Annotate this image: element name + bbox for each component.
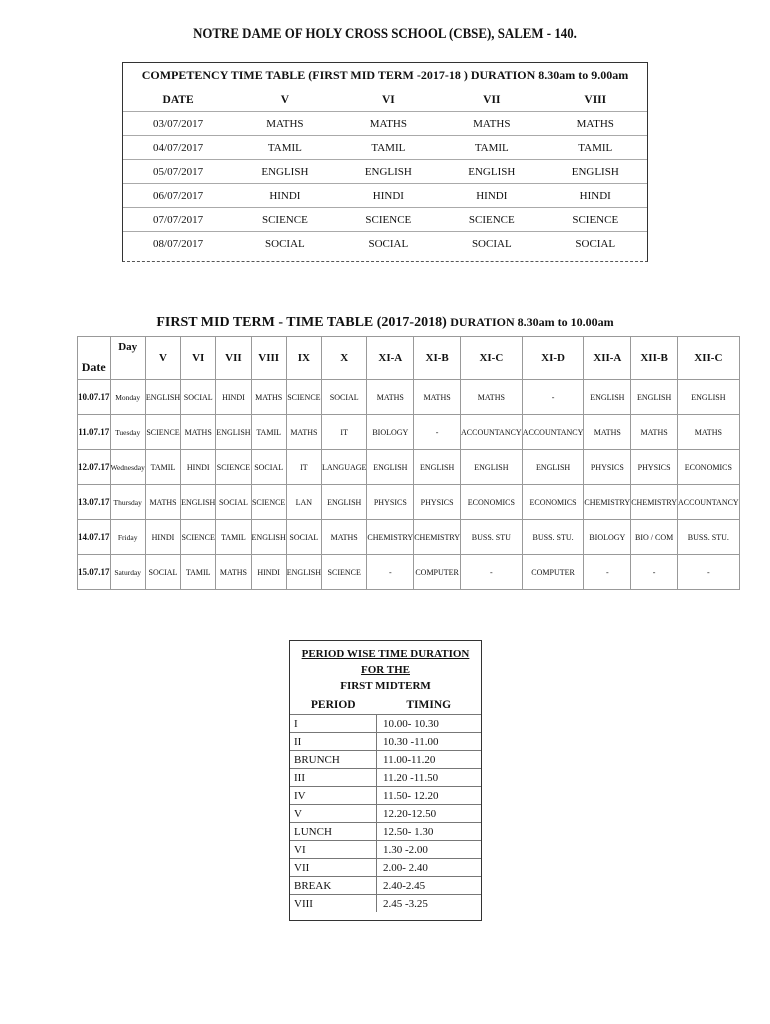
- competency-cell: 05/07/2017: [123, 160, 233, 184]
- first-mid-term-cell: SCIENCE: [181, 520, 216, 555]
- competency-row: [123, 184, 647, 208]
- competency-cell: HINDI: [233, 184, 336, 208]
- first-mid-term-header-cell: Date: [78, 337, 111, 380]
- first-mid-term-cell: MATHS: [145, 485, 180, 520]
- competency-header-row: [123, 89, 647, 112]
- first-mid-term-cell: SOCIAL: [286, 520, 321, 555]
- first-mid-term-row: [78, 520, 740, 555]
- competency-cell: 06/07/2017: [123, 184, 233, 208]
- first-mid-term-cell: MATHS: [321, 520, 366, 555]
- first-mid-term-cell: -: [414, 415, 461, 450]
- first-mid-term-cell: TAMIL: [251, 415, 286, 450]
- competency-cell: ENGLISH: [233, 160, 336, 184]
- competency-cell: ENGLISH: [440, 160, 543, 184]
- first-mid-term-cell: ENGLISH: [181, 485, 216, 520]
- first-mid-term-cell: ECONOMICS: [678, 450, 740, 485]
- first-mid-term-header-cell: VII: [216, 337, 251, 380]
- first-mid-term-header-cell: Day: [110, 337, 145, 380]
- first-mid-term-cell: IT: [321, 415, 366, 450]
- period-name-cell: LUNCH: [290, 823, 377, 841]
- first-mid-term-cell: ACCOUNTANCY: [678, 485, 740, 520]
- first-mid-term-row: [78, 555, 740, 590]
- first-mid-term-cell: MATHS: [414, 380, 461, 415]
- period-table-body: [290, 715, 481, 913]
- first-mid-term-title-main: FIRST MID TERM - TIME TABLE (2017-2018): [156, 315, 447, 330]
- first-mid-term-cell: PHYSICS: [631, 450, 678, 485]
- first-mid-term-cell: MATHS: [631, 415, 678, 450]
- first-mid-term-cell: -: [461, 555, 523, 590]
- first-mid-term-cell: LAN: [286, 485, 321, 520]
- first-mid-term-cell: TAMIL: [216, 520, 251, 555]
- period-row: [290, 877, 481, 895]
- first-mid-term-header-cell: V: [145, 337, 180, 380]
- first-mid-term-cell: 13.07.17: [78, 485, 111, 520]
- competency-cell: SOCIAL: [368, 237, 409, 250]
- competency-row: [123, 112, 647, 136]
- first-mid-term-cell: TAMIL: [181, 555, 216, 590]
- period-timing-cell: 1.30 -2.00: [377, 841, 482, 859]
- first-mid-term-cell: SOCIAL: [181, 380, 216, 415]
- first-mid-term-cell: MATHS: [461, 380, 523, 415]
- period-table: [290, 695, 481, 912]
- first-mid-term-cell: ENGLISH: [216, 415, 251, 450]
- first-mid-term-cell: ENGLISH: [522, 450, 584, 485]
- first-mid-term-cell: BIOLOGY: [367, 415, 414, 450]
- period-timing-cell: 10.30 -11.00: [377, 733, 482, 751]
- competency-caption: COMPETENCY TIME TABLE (FIRST MID TERM -2017-18 ) DURATION 8.30am to 9.00am: [141, 68, 629, 82]
- competency-row: [123, 160, 647, 184]
- first-mid-term-cell: MATHS: [678, 415, 740, 450]
- first-mid-term-cell: ENGLISH: [414, 450, 461, 485]
- competency-header-cell: V: [233, 89, 336, 112]
- first-mid-term-cell: MATHS: [286, 415, 321, 450]
- competency-cell: ENGLISH: [544, 160, 647, 184]
- competency-cell: TAMIL: [337, 136, 440, 160]
- first-mid-term-cell: 12.07.17: [78, 450, 111, 485]
- first-mid-term-cell: SCIENCE: [145, 415, 180, 450]
- period-timing-cell: 12.20-12.50: [377, 805, 482, 823]
- period-caption-line1: PERIOD WISE TIME DURATION FOR THE: [301, 648, 470, 676]
- first-mid-term-cell: HINDI: [145, 520, 180, 555]
- first-mid-term-cell: ENGLISH: [584, 380, 631, 415]
- first-mid-term-cell: ECONOMICS: [522, 485, 584, 520]
- first-mid-term-cell: ENGLISH: [461, 450, 523, 485]
- first-mid-term-header-cell: XII-C: [678, 337, 740, 380]
- period-timing-box: [289, 640, 482, 921]
- first-mid-term-row: [78, 380, 740, 415]
- competency-cell: SCIENCE: [440, 208, 543, 232]
- first-mid-term-cell: ACCOUNTANCY: [522, 415, 584, 450]
- competency-header-cell: VI: [337, 89, 440, 112]
- period-name-cell: VI: [290, 841, 377, 859]
- first-mid-term-cell: Thursday: [110, 485, 145, 520]
- first-mid-term-cell: COMPUTER: [414, 555, 461, 590]
- first-mid-term-cell: 15.07.17: [78, 555, 111, 590]
- first-mid-term-cell: SOCIAL: [216, 485, 251, 520]
- first-mid-term-cell: ENGLISH: [145, 380, 180, 415]
- first-mid-term-cell: Monday: [110, 380, 145, 415]
- first-mid-term-header-cell: XI-B: [414, 337, 461, 380]
- first-mid-term-cell: BUSS. STU: [461, 520, 523, 555]
- period-header-row: [290, 695, 481, 715]
- competency-row: [123, 136, 647, 160]
- competency-header-cell: DATE: [123, 89, 233, 112]
- first-mid-term-cell: CHEMISTRY: [584, 485, 631, 520]
- first-mid-term-cell: MATHS: [181, 415, 216, 450]
- first-mid-term-cell: MATHS: [251, 380, 286, 415]
- period-name-cell: I: [290, 715, 377, 733]
- period-timing-cell: 11.00-11.20: [377, 751, 482, 769]
- first-mid-term-cell: SCIENCE: [286, 380, 321, 415]
- competency-cell: ENGLISH: [337, 160, 440, 184]
- competency-timetable: [122, 62, 648, 262]
- first-mid-term-cell: MATHS: [216, 555, 251, 590]
- first-mid-term-header-cell: VI: [181, 337, 216, 380]
- first-mid-term-cell: ENGLISH: [251, 520, 286, 555]
- period-name-cell: V: [290, 805, 377, 823]
- first-mid-term-cell: ECONOMICS: [461, 485, 523, 520]
- first-mid-term-header-cell: XI-A: [367, 337, 414, 380]
- first-mid-term-table-body: [78, 380, 740, 590]
- period-timing-cell: 2.40-2.45: [377, 877, 482, 895]
- period-timing-cell: 10.00- 10.30: [377, 715, 482, 733]
- competency-cell: HINDI: [337, 184, 440, 208]
- competency-cell: SCIENCE: [337, 208, 440, 232]
- first-mid-term-cell: ENGLISH: [286, 555, 321, 590]
- period-name-cell: BREAK: [290, 877, 377, 895]
- period-row: [290, 733, 481, 751]
- period-row: [290, 787, 481, 805]
- first-mid-term-header-cell: XII-B: [631, 337, 678, 380]
- period-name-cell: VII: [290, 859, 377, 877]
- first-mid-term-cell: SCIENCE: [251, 485, 286, 520]
- period-row: [290, 805, 481, 823]
- first-mid-term-table: [77, 336, 740, 590]
- first-mid-term-cell: MATHS: [584, 415, 631, 450]
- first-mid-term-cell: SOCIAL: [251, 450, 286, 485]
- first-mid-term-cell: -: [522, 380, 584, 415]
- competency-cell: TAMIL: [233, 136, 336, 160]
- first-mid-term-cell: CHEMISTRY: [631, 485, 678, 520]
- period-row: [290, 751, 481, 769]
- first-mid-term-cell: BIOLOGY: [584, 520, 631, 555]
- competency-cell: MATHS: [440, 112, 543, 136]
- first-mid-term-cell: SCIENCE: [216, 450, 251, 485]
- period-caption: [290, 646, 481, 694]
- period-row: [290, 715, 481, 733]
- competency-row: [123, 232, 647, 256]
- first-mid-term-cell: LANGUAGE: [321, 450, 366, 485]
- first-mid-term-cell: HINDI: [216, 380, 251, 415]
- first-mid-term-cell: BUSS. STU.: [522, 520, 584, 555]
- first-mid-term-cell: CHEMISTRY: [414, 520, 461, 555]
- first-mid-term-cell: CHEMISTRY: [367, 520, 414, 555]
- period-name-cell: II: [290, 733, 377, 751]
- first-mid-term-cell: 11.07.17: [78, 415, 111, 450]
- first-mid-term-row: [78, 415, 740, 450]
- first-mid-term-cell: ENGLISH: [367, 450, 414, 485]
- first-mid-term-cell: SCIENCE: [321, 555, 366, 590]
- period-caption-line2: FIRST MIDTERM: [340, 680, 431, 692]
- first-mid-term-row: [78, 485, 740, 520]
- first-mid-term-cell: PHYSICS: [414, 485, 461, 520]
- school-title: NOTRE DAME OF HOLY CROSS SCHOOL (CBSE), SALEM - 140.: [193, 26, 577, 42]
- competency-cell: SOCIAL: [575, 237, 616, 250]
- first-mid-term-cell: -: [678, 555, 740, 590]
- competency-cell: MATHS: [337, 112, 440, 136]
- first-mid-term-cell: ENGLISH: [321, 485, 366, 520]
- first-mid-term-cell: 14.07.17: [78, 520, 111, 555]
- first-mid-term-cell: -: [584, 555, 631, 590]
- period-name-cell: III: [290, 769, 377, 787]
- first-mid-term-cell: TAMIL: [145, 450, 180, 485]
- competency-header-cell: VII: [440, 89, 543, 112]
- competency-cell: 04/07/2017: [123, 136, 233, 160]
- first-mid-term-header-cell: X: [321, 337, 366, 380]
- competency-header-cell: VIII: [544, 89, 647, 112]
- first-mid-term-cell: ACCOUNTANCY: [461, 415, 523, 450]
- competency-cell: SOCIAL: [265, 237, 305, 250]
- competency-cell: HINDI: [544, 184, 647, 208]
- competency-cell: MATHS: [544, 112, 647, 136]
- period-row: [290, 769, 481, 787]
- first-mid-term-cell: HINDI: [251, 555, 286, 590]
- first-mid-term-cell: 10.07.17: [78, 380, 111, 415]
- first-mid-term-cell: BUSS. STU.: [678, 520, 740, 555]
- period-row: [290, 895, 481, 913]
- first-mid-term-cell: ENGLISH: [631, 380, 678, 415]
- competency-cell: TAMIL: [440, 136, 543, 160]
- first-mid-term-cell: SOCIAL: [145, 555, 180, 590]
- period-timing-cell: 11.50- 12.20: [377, 787, 482, 805]
- competency-cell: 08/07/2017: [153, 237, 204, 250]
- first-mid-term-title: [0, 315, 770, 331]
- first-mid-term-cell: Saturday: [110, 555, 145, 590]
- competency-row: [123, 208, 647, 232]
- first-mid-term-cell: MATHS: [367, 380, 414, 415]
- period-timing-cell: 2.00- 2.40: [377, 859, 482, 877]
- competency-cell: SCIENCE: [233, 208, 336, 232]
- period-name-cell: IV: [290, 787, 377, 805]
- competency-cell: SCIENCE: [544, 208, 647, 232]
- competency-cell: 03/07/2017: [123, 112, 233, 136]
- period-timing-cell: 2.45 -3.25: [377, 895, 482, 913]
- first-mid-term-cell: Tuesday: [110, 415, 145, 450]
- first-mid-term-header-cell: VIII: [251, 337, 286, 380]
- period-row: [290, 823, 481, 841]
- period-header-cell: PERIOD: [310, 698, 356, 711]
- period-timing-cell: 11.20 -11.50: [377, 769, 482, 787]
- first-mid-term-cell: Wednesday: [110, 450, 145, 485]
- first-mid-term-header-cell: XI-C: [461, 337, 523, 380]
- competency-cell: HINDI: [440, 184, 543, 208]
- competency-cell: SOCIAL: [471, 237, 512, 250]
- first-mid-term-cell: HINDI: [181, 450, 216, 485]
- first-mid-term-cell: COMPUTER: [522, 555, 584, 590]
- first-mid-term-header-cell: XII-A: [584, 337, 631, 380]
- first-mid-term-duration: DURATION 8.30am to 10.00am: [450, 315, 614, 329]
- first-mid-term-cell: PHYSICS: [584, 450, 631, 485]
- competency-cell: MATHS: [233, 112, 336, 136]
- competency-table: [123, 89, 647, 255]
- first-mid-term-cell: Friday: [110, 520, 145, 555]
- competency-cell: TAMIL: [544, 136, 647, 160]
- first-mid-term-header-cell: IX: [286, 337, 321, 380]
- first-mid-term-cell: IT: [286, 450, 321, 485]
- first-mid-term-cell: ENGLISH: [678, 380, 740, 415]
- first-mid-term-header-cell: XI-D: [522, 337, 584, 380]
- first-mid-term-cell: SOCIAL: [321, 380, 366, 415]
- period-name-cell: VIII: [290, 895, 377, 913]
- first-mid-term-cell: BIO / COM: [631, 520, 678, 555]
- period-timing-cell: 12.50- 1.30: [377, 823, 482, 841]
- competency-table-body: [123, 112, 647, 256]
- period-header-cell: TIMING: [406, 698, 452, 711]
- competency-cell: 07/07/2017: [123, 208, 233, 232]
- first-mid-term-cell: -: [631, 555, 678, 590]
- period-name-cell: BRUNCH: [290, 751, 377, 769]
- first-mid-term-header-row: [78, 337, 740, 380]
- first-mid-term-cell: PHYSICS: [367, 485, 414, 520]
- first-mid-term-row: [78, 450, 740, 485]
- first-mid-term-cell: -: [367, 555, 414, 590]
- period-row: [290, 841, 481, 859]
- period-row: [290, 859, 481, 877]
